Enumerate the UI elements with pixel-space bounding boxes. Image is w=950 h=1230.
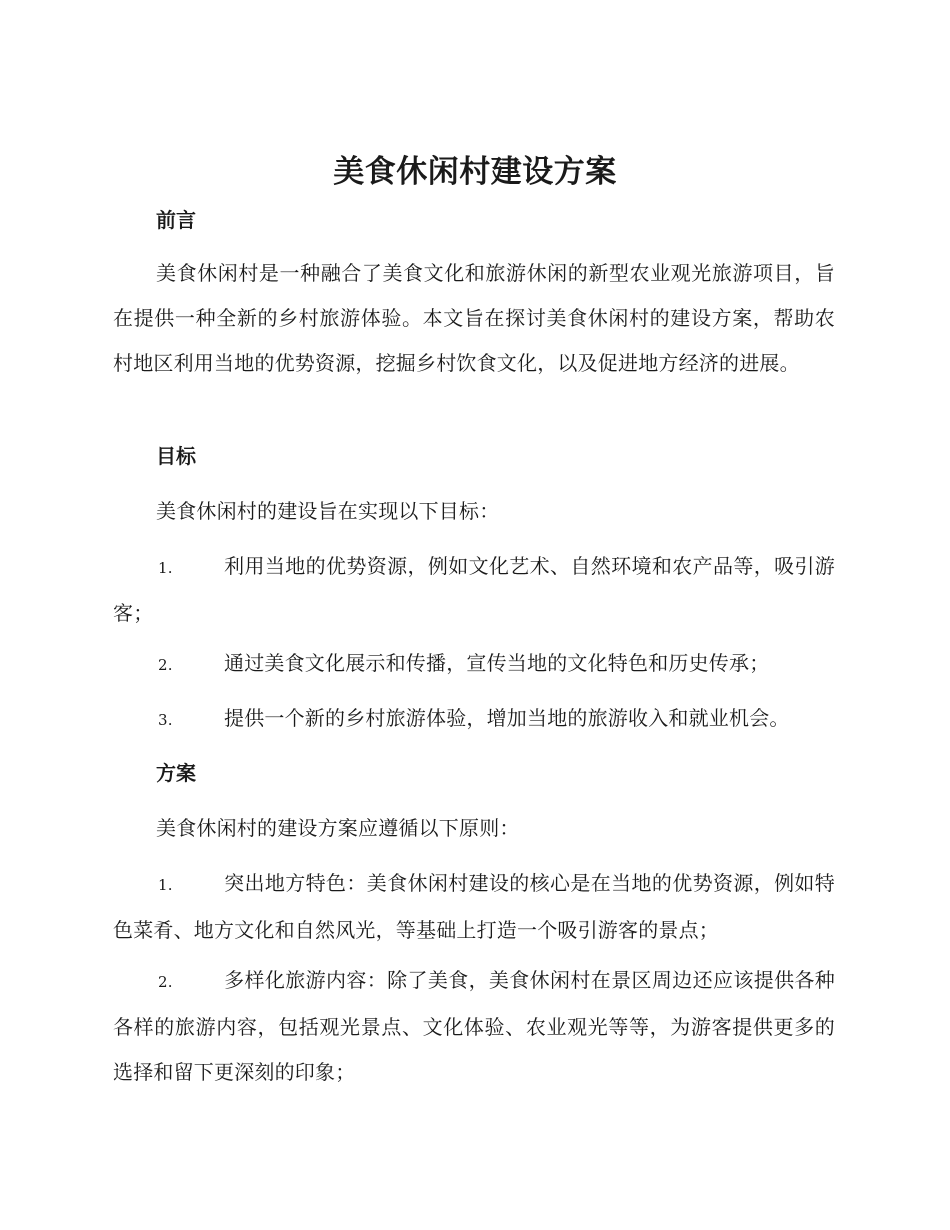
list-item-text: 多样化旅游内容：除了美食，美食休闲村在景区周边还应该提供各种各样的旅游内容，包括观光景点、文化体验、农业观光等等，为游客提供更多的选择和留下更深刻的印象； <box>113 968 835 1084</box>
goals-intro: 美食休闲村的建设旨在实现以下目标： <box>156 499 500 523</box>
section-heading-preface: 前言 <box>156 208 196 232</box>
preface-paragraph: 美食休闲村是一种融合了美食文化和旅游休闲的新型农业观光旅游项目，旨在提供一种全新的乡村旅游体验。本文旨在探讨美食休闲村的建设方案，帮助农村地区利用当地的优势资源，挖掘乡村饮食文化，以及促进地方经济的进展。 <box>113 261 835 375</box>
goals-list-item <box>113 641 835 688</box>
list-item-text: 突出地方特色：美食休闲村建设的核心是在当地的优势资源，例如特色菜肴、地方文化和自然风光，等基础上打造一个吸引游客的景点； <box>113 871 835 942</box>
list-item-number: 1. <box>158 559 173 577</box>
list-item-number: 3. <box>158 711 173 729</box>
document-title: 美食休闲村建设方案 <box>333 154 617 190</box>
plan-intro: 美食休闲村的建设方案应遵循以下原则： <box>156 816 520 840</box>
goals-list-item <box>113 544 835 636</box>
list-item-text: 通过美食文化展示和传播，宣传当地的文化特色和历史传承； <box>224 651 770 675</box>
goals-list-item <box>113 696 835 743</box>
plan-list-item <box>113 958 835 1095</box>
list-item-number: 2. <box>158 973 173 991</box>
section-heading-goals: 目标 <box>156 444 196 468</box>
list-item-text: 提供一个新的乡村旅游体验，增加当地的旅游收入和就业机会。 <box>224 706 790 730</box>
list-item-text: 利用当地的优势资源，例如文化艺术、自然环境和农产品等，吸引游客； <box>113 554 835 625</box>
list-item-number: 2. <box>158 656 173 674</box>
list-item-number: 1. <box>158 876 173 894</box>
section-heading-plan: 方案 <box>156 761 196 785</box>
plan-list-item <box>113 861 835 953</box>
